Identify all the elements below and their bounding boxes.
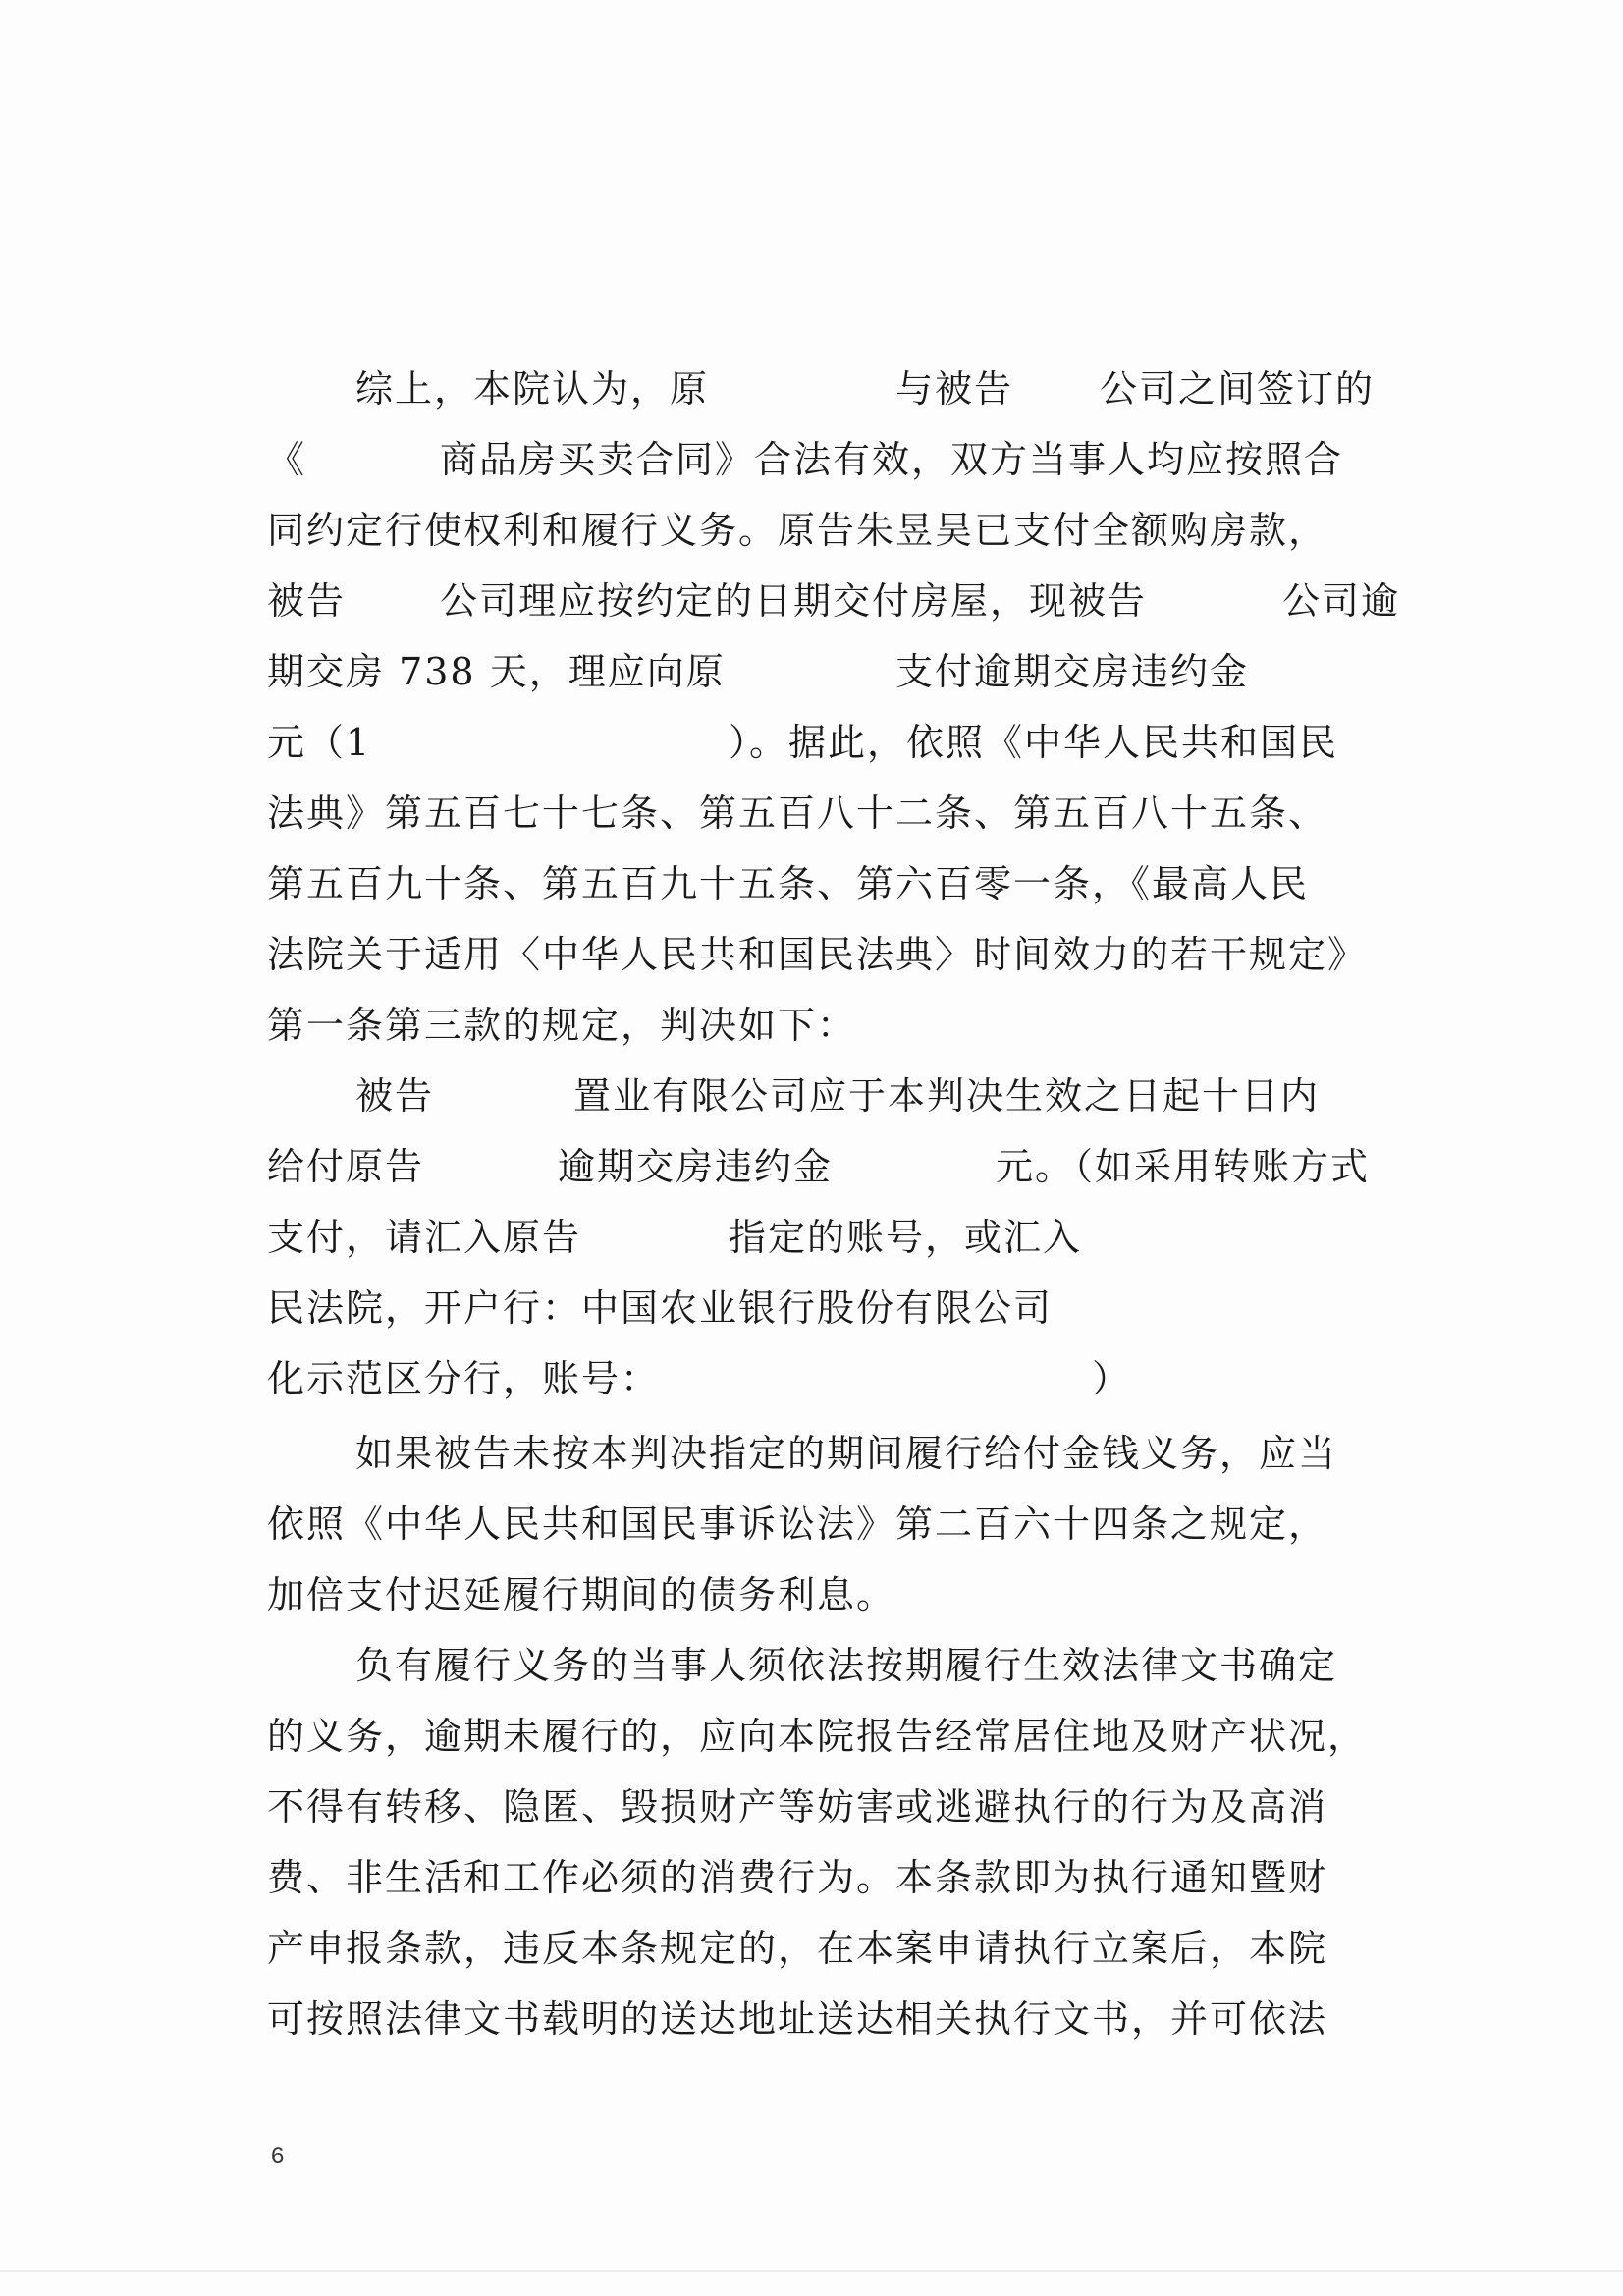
text-segment: ）: [1092, 1357, 1132, 1400]
text-line: [267, 428, 1406, 491]
scan-edge-divider: [0, 2270, 1623, 2272]
text-segment: 给付原告: [267, 1145, 425, 1188]
text-segment: 可按照法律文书载明的送达地址送达相关执行文书，并可依法: [267, 1997, 1328, 2041]
text-segment: 化示范区分行，账号：: [267, 1357, 661, 1400]
text-line: [267, 570, 1406, 632]
text-segment: ）。据此，依照《中华人民共和国民: [729, 721, 1339, 764]
text-line: [267, 923, 1406, 986]
text-segment: 公司逾: [1282, 579, 1401, 623]
text-segment: 被告: [267, 579, 347, 623]
text-segment: 《: [267, 438, 307, 481]
text-line: [267, 994, 1406, 1057]
text-line: [267, 1493, 1406, 1556]
text-line: [267, 852, 1406, 915]
text-segment: 加倍支付迟延履行期间的债务利息。: [267, 1573, 896, 1616]
text-line: [267, 1277, 1406, 1339]
text-segment: 置业有限公司应于本判决生效之日起十日内: [573, 1074, 1321, 1118]
text-segment: 支付逾期交房违约金: [895, 650, 1250, 693]
text-line: [267, 499, 1406, 562]
text-segment: 元（1: [267, 721, 372, 764]
text-line: [267, 1705, 1406, 1768]
text-segment: 产申报条款，违反本条规定的，在本案申请执行立案后，本院: [267, 1927, 1328, 1970]
text-segment: 的义务，逾期未履行的，应向本院报告经常居住地及财产状况，: [267, 1715, 1368, 1758]
text-segment: 公司理应按约定的日期交付房屋，现被告: [440, 579, 1148, 623]
text-segment: 第五百九十条、第五百九十五条、第六百零一条，《最高人民: [267, 862, 1310, 905]
text-line: [267, 1347, 1406, 1410]
text-line: [267, 782, 1406, 845]
text-segment: 依照《中华人民共和国民事诉讼法》第二百六十四条之规定，: [267, 1503, 1328, 1546]
text-segment: 民法院，开户行：中国农业银行股份有限公司: [267, 1286, 1054, 1330]
text-segment: 期交房 738 天，理应向原: [267, 650, 726, 693]
text-segment: 费、非生活和工作必须的消费行为。本条款即为执行通知暨财: [267, 1856, 1328, 1899]
text-segment: 同约定行使权利和履行义务。原告朱昱昊已支付全额购房款，: [267, 509, 1328, 552]
text-segment: 商品房买卖合同》合法有效，双方当事人均应按照合: [440, 438, 1344, 481]
text-segment: 指定的账号，或汇入: [729, 1216, 1083, 1259]
text-segment: 不得有转移、隐匿、毁损财产等妨害或逃避执行的行为及高消: [267, 1785, 1328, 1829]
text-segment: 逾期交房违约金: [558, 1145, 834, 1188]
text-segment: 支付，请汇入原告: [267, 1216, 582, 1259]
text-line: [267, 711, 1406, 774]
text-line: [267, 1135, 1406, 1198]
text-line: [267, 1206, 1406, 1269]
text-segment: 与被告: [895, 367, 1014, 410]
text-segment: 被告: [355, 1074, 435, 1118]
text-line: [267, 1422, 1406, 1485]
text-segment: 如果被告未按本判决指定的期间履行给付金钱义务，应当: [355, 1432, 1338, 1475]
text-segment: 法院关于适用〈中华人民共和国民法典〉时间效力的若干规定》: [267, 933, 1368, 976]
text-segment: 元。（如采用转账方式: [996, 1145, 1371, 1188]
text-line: [267, 357, 1406, 420]
text-line: [267, 1917, 1406, 1980]
text-line: [267, 1776, 1406, 1838]
text-segment: 负有履行义务的当事人须依法按期履行生效法律文书确定: [355, 1644, 1338, 1687]
text-line: [267, 1563, 1406, 1626]
text-segment: 第一条第三款的规定，判决如下：: [267, 1004, 857, 1047]
text-segment: 综上，本院认为，原: [355, 367, 710, 410]
text-segment: 公司之间签订的: [1100, 367, 1376, 410]
text-line: [267, 1988, 1406, 2050]
text-line: [267, 1634, 1406, 1697]
text-line: [267, 1846, 1406, 1909]
text-line: [267, 1065, 1406, 1127]
text-segment: 法典》第五百七十七条、第五百八十二条、第五百八十五条、: [267, 792, 1328, 835]
text-line: [267, 640, 1406, 703]
page-number: 6: [271, 2143, 285, 2169]
